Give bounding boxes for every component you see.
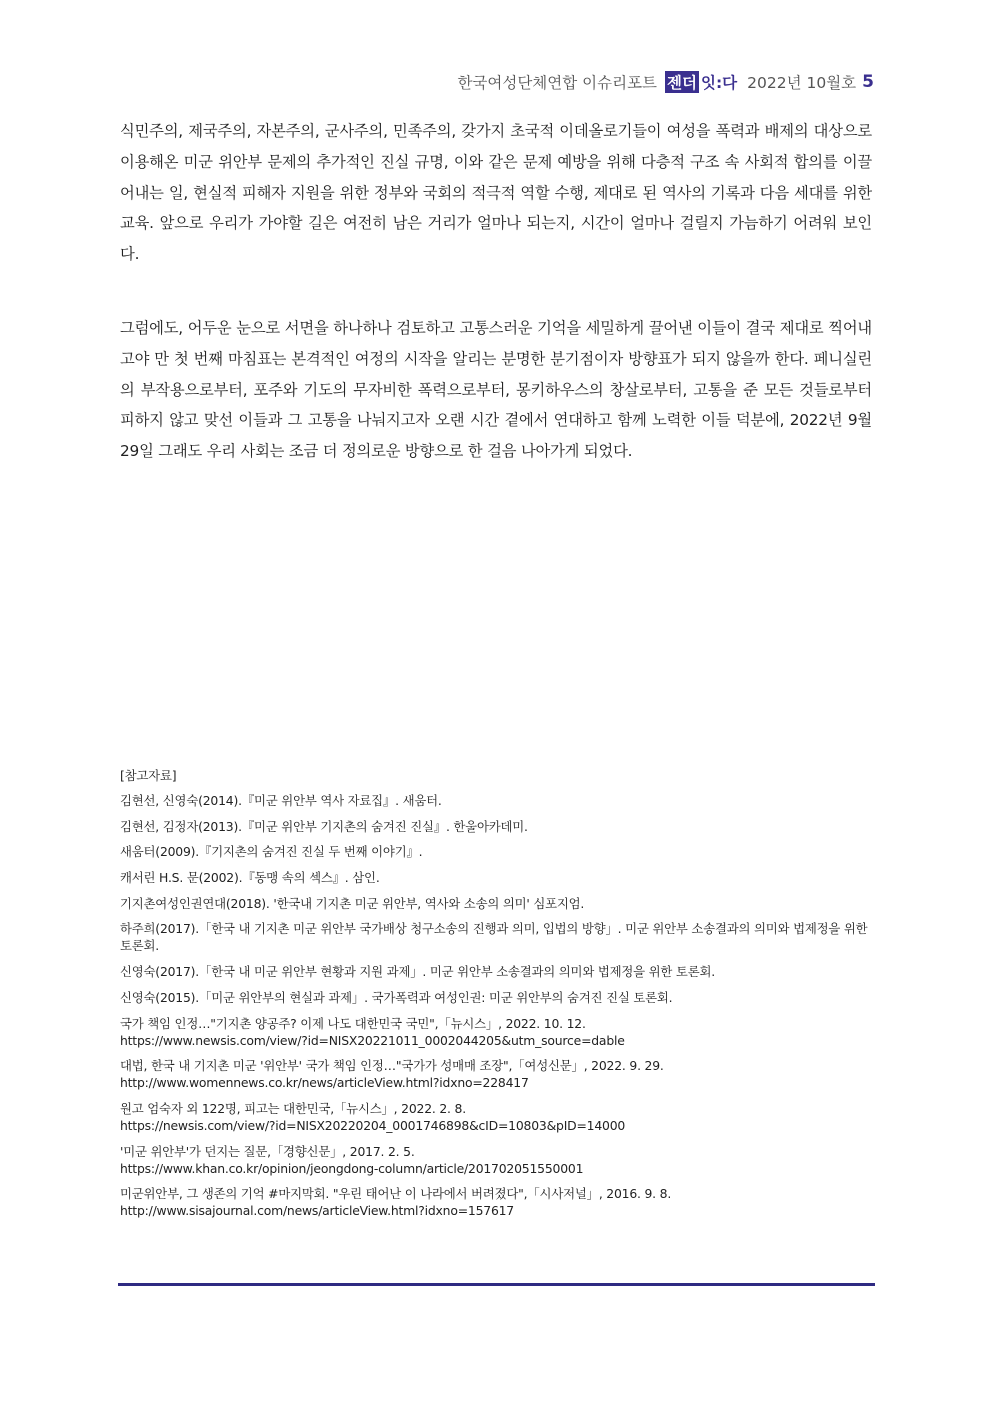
reference-line: 김현선, 김정자(2013).『미군 위안부 기지촌의 숨겨진 진실』. 한울아카데미. [120,818,528,834]
header-org: 한국여성단체연합 이슈리포트 [457,74,658,92]
reference-line-continued: 토론회. [120,938,160,954]
logo-part-itda: 잇:다 [700,74,738,92]
reference-item [120,818,874,835]
reference-url: http://www.sisajournal.com/news/articleView.html?idxno=157617 [120,1203,514,1219]
reference-line: 김현선, 신영숙(2014).『미군 위안부 역사 자료집』. 새움터. [120,793,442,808]
references-section [120,767,874,1228]
reference-line: 신영숙(2015).「미군 위안부의 현실과 과제」. 국가폭력과 여성인권: 미군 위안부의 숨겨진 진실 토론회. [120,989,673,1005]
reference-item [120,1015,874,1049]
reference-item [120,963,874,980]
reference-url: https://www.khan.co.kr/opinion/jeongdong-column/article/201702051550001 [120,1160,584,1176]
reference-url: https://newsis.com/view/?id=NISX20220204_0001746898&cID=10803&pID=14000 [120,1117,626,1133]
reference-line: 하주희(2017).「한국 내 기지촌 미군 위안부 국가배상 청구소송의 진행과 의미, 입법의 방향」. 미군 위안부 소송결과의 의미와 법제정을 위한 [120,921,868,937]
reference-line: 미군위안부, 그 생존의 기억 #마지막회. "우린 태어난 이 나라에서 버려졌다",「시사저널」, 2016. 9. 8. [120,1186,672,1202]
references-title: [참고자료] [120,768,177,783]
reference-item [120,1185,874,1219]
reference-item [120,1143,874,1177]
reference-item [120,869,874,886]
body-paragraph-1: 식민주의, 제국주의, 자본주의, 군사주의, 민족주의, 갖가지 초국적 이데올로기들이 여성을 폭력과 배제의 대상으로 이용해온 미군 위안부 문제의 추가적인 진실 규명, 이와 같은 문제 예방을 위해 다층적 구조 속 사회적 합의를 이끌어내는 일, 현실적 피해자 지원을 위한 정부와 국회의 적극적 역할 수행, 제대로 된 역사의 기록과 다음 세대를 위한 교육. 앞으로 우리가 가야할 길은 여전히 남은 거리가 얼마나 되는지, 시간이 얼마나 걸릴지 가늠하기 어려워 보인다. [120,122,872,264]
reference-item [120,792,874,809]
page-header [457,70,874,94]
reference-line: 새움터(2009).『기지촌의 숨겨진 진실 두 번째 이야기』. [120,844,423,860]
page-number: 5 [862,72,874,92]
reference-line: 국가 책임 인정…"기지촌 양공주? 이제 나도 대한민국 국민",「뉴시스」, 2022. 10. 12. [120,1015,586,1031]
logo-part-gender: 젠더 [665,71,699,93]
reference-line: 신영숙(2017).「한국 내 미군 위안부 현황과 지원 과제」. 미군 위안부 소송결과의 의미와 법제정을 위한 토론회. [120,964,715,980]
reference-item [120,1100,874,1134]
reference-item [120,920,874,954]
reference-item [120,1057,874,1091]
reference-item [120,989,874,1006]
reference-item [120,895,874,912]
header-issue: 2022년 10월호 [747,74,857,92]
footer-divider [118,1283,875,1286]
reference-url: http://www.womennews.co.kr/news/articleView.html?idxno=228417 [120,1075,529,1091]
reference-url: https://www.newsis.com/view/?id=NISX20221011_0002044205&utm_source=dable [120,1032,625,1048]
reference-line: 원고 엄숙자 외 122명, 피고는 대한민국,「뉴시스」, 2022. 2. 8. [120,1100,466,1116]
body-paragraph-2: 그럼에도, 어두운 눈으로 서면을 하나하나 검토하고 고통스러운 기억을 세밀하게 끌어낸 이들이 결국 제대로 찍어내고야 만 첫 번째 마침표는 본격적인 여정의 시작을 알리는 분명한 분기점이자 방향표가 되지 않을까 한다. 페니실린의 부작용으로부터, 포주와 기도의 무자비한 폭력으로부터, 몽키하우스의 창살로부터, 고통을 준 모든 것들로부터 피하지 않고 맞선 이들과 그 고통을 나눠지고자 오랜 시간 곁에서 연대하고 함께 노력한 이들 덕분에, 2022년 9월 29일 그래도 우리 사회는 조금 더 정의로운 방향으로 한 걸음 나아가게 되었다. [120,319,872,461]
reference-item [120,843,874,860]
reference-line: 기지촌여성인권연대(2018). '한국내 기지촌 미군 위안부, 역사와 소송의 의미' 심포지엄. [120,895,585,911]
reference-line: 대법, 한국 내 기지촌 미군 '위안부' 국가 책임 인정…"국가가 성매매 조장",「여성신문」, 2022. 9. 29. [120,1058,664,1074]
publication-logo [665,71,737,93]
reference-line: 캐서린 H.S. 문(2002).『동맹 속의 섹스』. 삼인. [120,870,380,886]
reference-line: '미군 위안부'가 던지는 질문,「경향신문」, 2017. 2. 5. [120,1143,415,1159]
